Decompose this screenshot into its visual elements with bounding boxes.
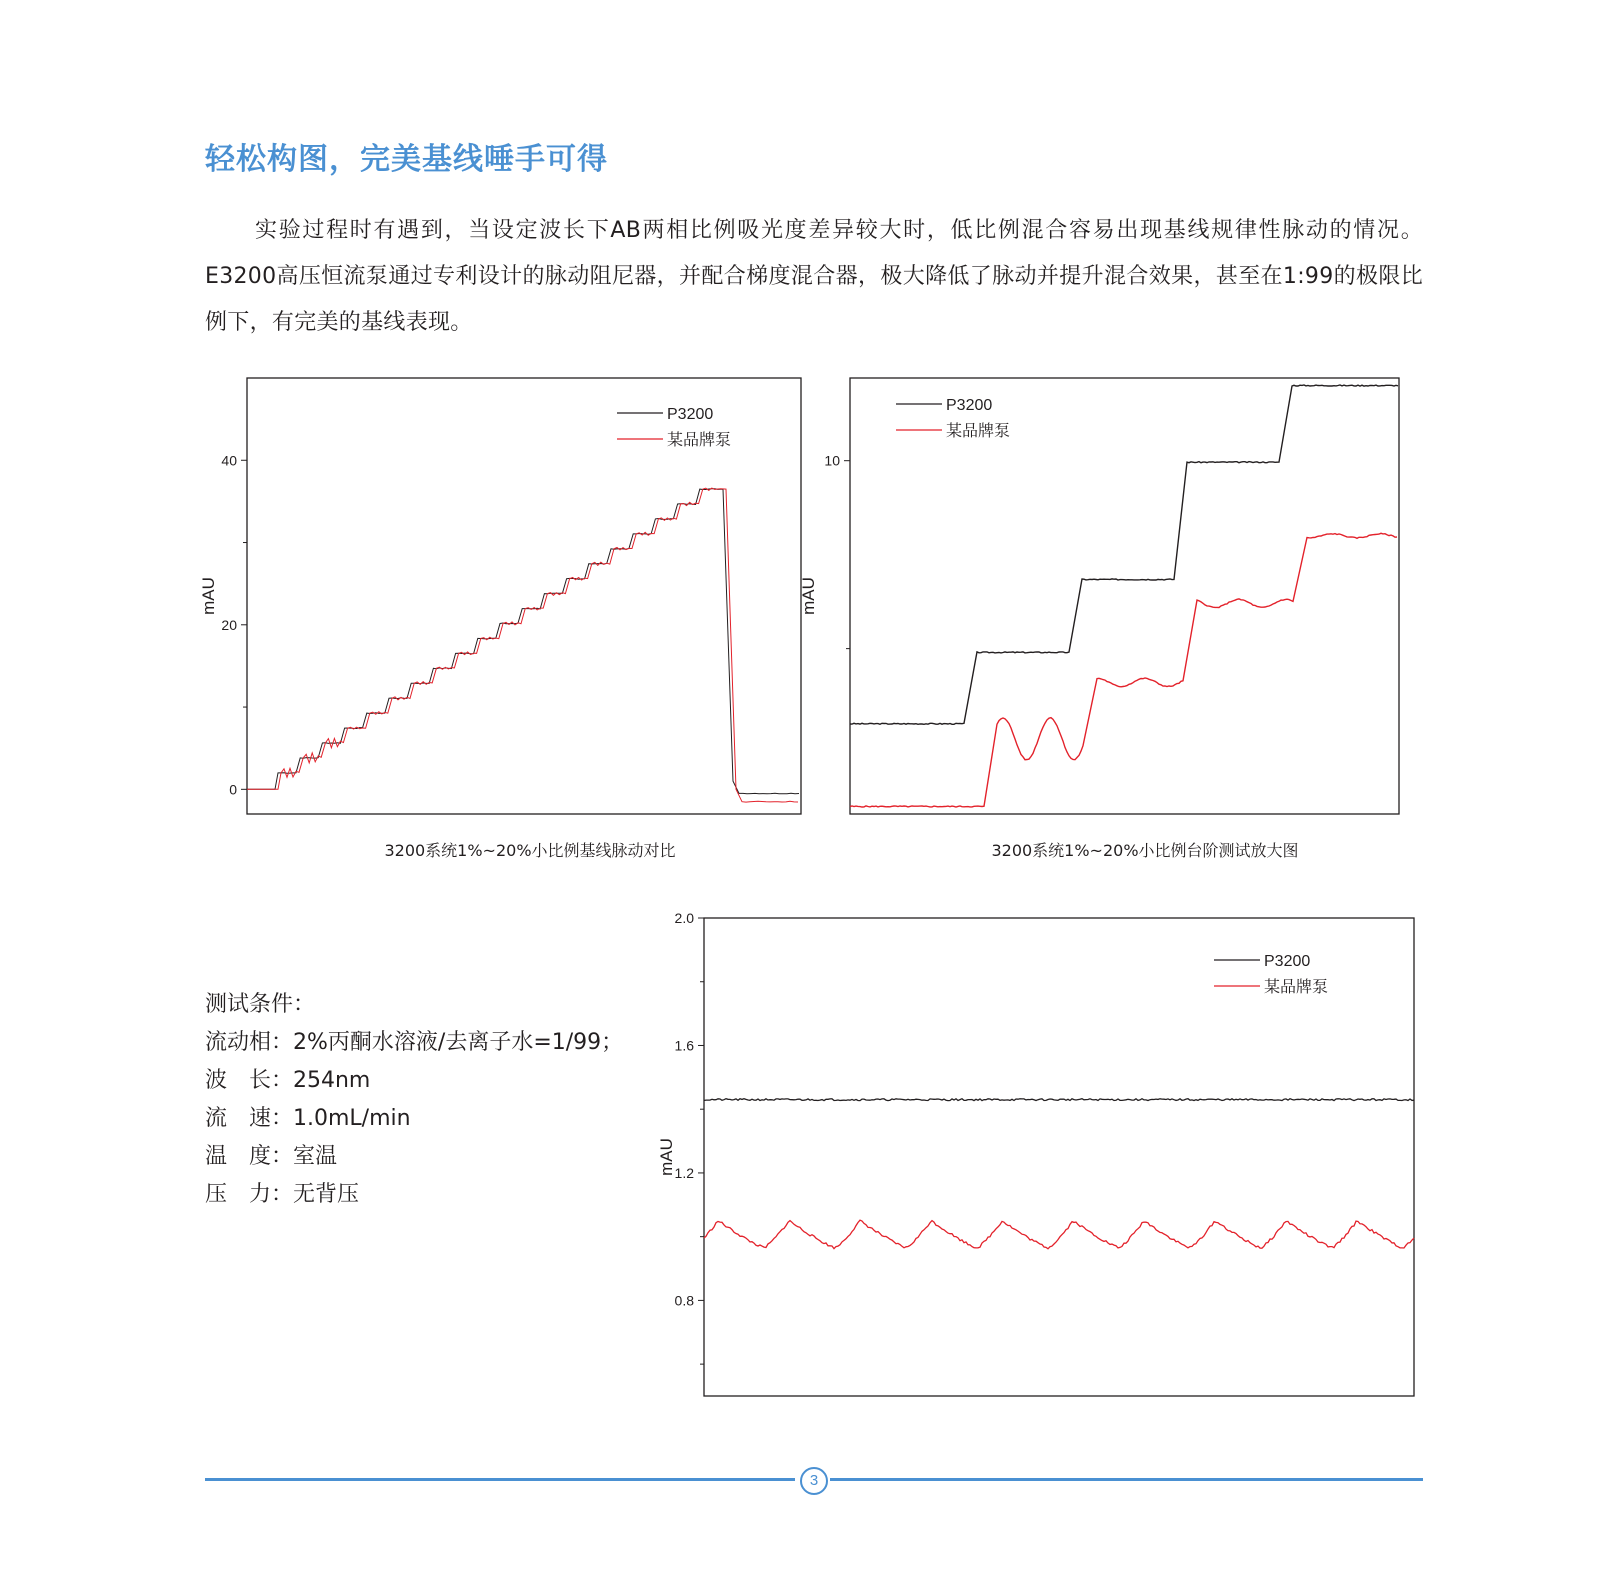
footer-rule-right bbox=[830, 1478, 1423, 1481]
y-tick-label: 0 bbox=[229, 781, 237, 798]
chart-pulsation-1-99 bbox=[657, 910, 1425, 1398]
footer-rule-left bbox=[205, 1478, 795, 1481]
page-number: 3 bbox=[800, 1467, 828, 1495]
test-conditions bbox=[205, 986, 623, 1214]
y-tick-label: 10 bbox=[824, 452, 840, 469]
series-other-line bbox=[247, 488, 798, 802]
legend-label-p3200: P3200 bbox=[1264, 953, 1311, 970]
legend-label-p3200: P3200 bbox=[667, 406, 714, 423]
plot-frame bbox=[850, 378, 1399, 814]
series-other-line bbox=[850, 533, 1397, 807]
series-p3200-line bbox=[704, 1099, 1414, 1101]
caption-chart2: 3200系统1%~20%小比例台阶测试放大图 bbox=[991, 841, 1299, 860]
series-p3200-line bbox=[850, 385, 1398, 724]
chart-baseline-comparison bbox=[200, 378, 820, 818]
y-axis-label: mAU bbox=[199, 577, 218, 615]
y-axis-label: mAU bbox=[657, 1138, 676, 1176]
legend-label-other: 某品牌泵 bbox=[946, 423, 1011, 440]
condition-flow-rate: 流 速：1.0mL/min bbox=[205, 1106, 411, 1131]
y-tick-label: 1.2 bbox=[674, 1164, 694, 1181]
y-tick-label: 40 bbox=[221, 452, 237, 469]
condition-pressure: 压 力：无背压 bbox=[205, 1182, 360, 1207]
intro-paragraph: 实验过程时有遇到，当设定波长下AB两相比例吸光度差异较大时，低比例混合容易出现基线规律性脉动的情况。E3200高压恒流泵通过专利设计的脉动阻尼器，并配合梯度混合器，极大降低了脉动并提升混合效果，甚至在1:99的极限比例下，有完美的基线表现。 bbox=[205, 218, 1423, 335]
caption-chart1: 3200系统1%~20%小比例基线脉动对比 bbox=[384, 841, 676, 860]
condition-mobile-phase: 流动相：2%丙酮水溶液/去离子水=1/99； bbox=[205, 1030, 624, 1055]
condition-temperature: 温 度：室温 bbox=[205, 1144, 338, 1169]
legend-label-p3200: P3200 bbox=[946, 397, 993, 414]
series-other-line bbox=[704, 1220, 1414, 1249]
chart-step-zoom bbox=[799, 378, 1422, 818]
condition-wavelength: 波 长：254nm bbox=[205, 1068, 371, 1093]
page-title: 轻松构图，完美基线唾手可得 bbox=[205, 142, 608, 177]
y-tick-label: 1.6 bbox=[674, 1037, 694, 1054]
conditions-heading: 测试条件： bbox=[205, 992, 316, 1017]
legend-label-other: 某品牌泵 bbox=[667, 432, 732, 449]
y-axis-label: mAU bbox=[799, 577, 818, 615]
series-p3200-line bbox=[247, 489, 799, 794]
y-tick-label: 2.0 bbox=[674, 910, 694, 926]
y-tick-label: 0.8 bbox=[674, 1292, 694, 1309]
y-tick-label: 20 bbox=[221, 616, 237, 633]
legend-label-other: 某品牌泵 bbox=[1264, 979, 1329, 996]
